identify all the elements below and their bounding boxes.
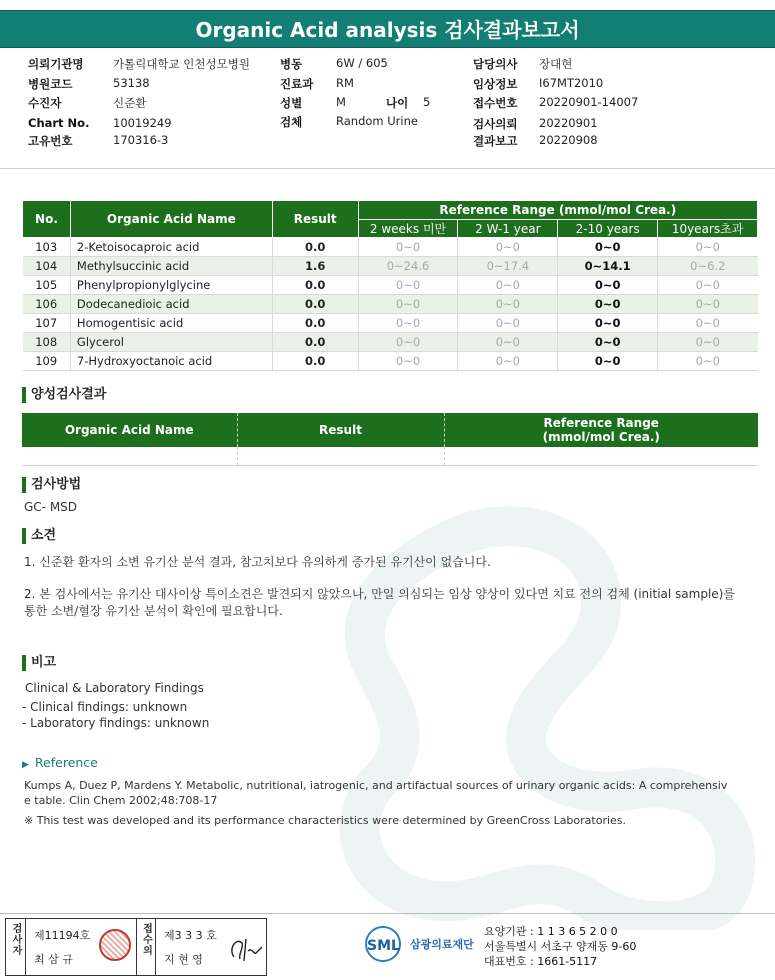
table-row: [23, 257, 758, 276]
info-label: 병동: [280, 57, 303, 71]
cell-name: Methylsuccinic acid: [70, 257, 272, 276]
cell-name: 2-Ketoisocaproic acid: [70, 238, 272, 257]
header-divider: [0, 168, 775, 169]
address-line: 서울특별시 서초구 양재동 9-60: [484, 940, 637, 953]
cell-ref: 0~14.1: [558, 257, 658, 276]
col-header-no: No.: [23, 201, 71, 238]
info-value: RM: [336, 76, 354, 90]
info-label: 임상정보: [473, 77, 518, 91]
cell-ref: 0~0: [358, 314, 458, 333]
col-header-ref-age: 2-10 years: [558, 220, 658, 238]
cell-name: 7-Hydroxyoctanoic acid: [70, 352, 272, 371]
col-header-ref-age: 10years초과: [658, 220, 758, 238]
report-title: Organic Acid analysis 검사결과보고서: [0, 10, 775, 48]
info-label: 성별: [280, 96, 303, 110]
empty-cell: [444, 447, 758, 465]
cell-result: 0.0: [272, 352, 358, 371]
cell-result: 0.0: [272, 314, 358, 333]
info-label: 담당의사: [473, 57, 518, 71]
cell-ref: 0~0: [458, 238, 558, 257]
info-value: 10019249: [113, 116, 172, 130]
remarks-title: 비고: [22, 655, 56, 671]
remarks-line-2: - Clinical findings: unknown: [22, 700, 188, 714]
table-row: [22, 447, 758, 465]
method-title: 검사방법: [22, 477, 81, 493]
opinion-title: 소견: [22, 528, 56, 544]
address-line: 요양기관 : 1 1 3 6 5 2 0 0: [484, 925, 618, 938]
table-row: [23, 276, 758, 295]
info-value: 20220901-14007: [539, 95, 639, 109]
info-label: 결과보고: [473, 134, 518, 148]
cell-ref: 0~0: [458, 295, 558, 314]
method-value: GC- MSD: [24, 500, 78, 514]
cell-ref: 0~0: [658, 238, 758, 257]
cell-result: 0.0: [272, 295, 358, 314]
info-label: 접수번호: [473, 96, 518, 110]
cell-ref: 0~0: [358, 276, 458, 295]
info-label: 검체: [280, 115, 303, 129]
cell-ref: 0~0: [458, 276, 558, 295]
info-value: 20220908: [539, 133, 598, 147]
info-value: M: [336, 95, 346, 109]
opinion-line-2a: 2. 본 검사에서는 유기산 대사이상 특이소견은 발견되지 않았으나, 만일 의심되는 임상 양상이 있다면 치료 전의 검체 (initial sample)를: [24, 587, 735, 601]
opinion-line-2b: 통한 소변/혈장 유기산 분석이 확인에 필요합니다.: [24, 604, 283, 618]
approver-name: 지 현 영: [164, 953, 203, 966]
patient-info: [0, 56, 775, 156]
remarks-line-1: Clinical & Laboratory Findings: [25, 681, 204, 695]
cell-result: 0.0: [272, 333, 358, 352]
cell-ref: 0~0: [558, 314, 658, 333]
approver-label-text: 접수의: [140, 923, 152, 956]
logo-text: 삼광의료재단: [410, 938, 474, 951]
info-label: 병원코드: [28, 77, 73, 91]
cell-result: 0.0: [272, 238, 358, 257]
examiner-label-text: 검사자: [10, 923, 21, 956]
info-label: 검사의뢰: [473, 117, 518, 131]
table-row: [23, 352, 758, 371]
cell-name: Homogentisic acid: [70, 314, 272, 333]
cell-ref: 0~0: [658, 295, 758, 314]
pos-col-ref-line2: (mmol/mol Crea.): [542, 430, 660, 444]
age-label: 나이: [386, 96, 409, 110]
cell-ref: 0~0: [458, 314, 558, 333]
reference-title-text: Reference: [34, 755, 98, 770]
cell-no: 104: [23, 257, 71, 276]
logo-letters: SML: [367, 938, 400, 954]
info-value: Random Urine: [336, 114, 418, 128]
cell-name: Glycerol: [70, 333, 272, 352]
signature-box: [5, 918, 267, 976]
info-value: 53138: [113, 76, 150, 90]
opinion-line-1: 1. 신준환 환자의 소변 유기산 분석 결과, 참고치보다 유의하게 증가된 유기산이 없습니다.: [24, 555, 491, 569]
cell-ref: 0~0: [358, 333, 458, 352]
table-row: [23, 295, 758, 314]
col-header-ref-age: 2 weeks 미만: [358, 220, 458, 238]
pos-col-ref-line1: Reference Range: [543, 416, 659, 430]
info-value: I67MT2010: [539, 76, 604, 90]
table-row: [23, 333, 758, 352]
reference-line-2: e table. Clin Chem 2002;48:708-17: [24, 794, 218, 807]
cell-ref: 0~0: [558, 295, 658, 314]
cell-ref: 0~0: [558, 276, 658, 295]
approver-label: [136, 919, 156, 975]
cell-ref: 0~0: [558, 352, 658, 371]
col-header-name: Organic Acid Name: [70, 201, 272, 238]
col-header-ref: Reference Range (mmol/mol Crea.): [358, 201, 757, 220]
info-value: 170316-3: [113, 133, 169, 147]
cell-name: Phenylpropionylglycine: [70, 276, 272, 295]
empty-cell: [237, 447, 444, 465]
cell-no: 105: [23, 276, 71, 295]
info-value: 6W / 605: [336, 56, 388, 70]
signature-icon: [226, 929, 266, 967]
examiner-license: 제11194호: [34, 929, 91, 942]
info-value: 20220901: [539, 116, 598, 130]
positive-results-table: [22, 413, 758, 466]
col-header-result: Result: [272, 201, 358, 238]
results-table: [22, 200, 758, 371]
address-line: 대표번호 : 1661-5117: [484, 955, 598, 968]
table-row: [23, 314, 758, 333]
cell-ref: 0~6.2: [658, 257, 758, 276]
info-value: 장대현: [539, 57, 573, 71]
col-header-ref-age: 2 W-1 year: [458, 220, 558, 238]
cell-ref: 0~0: [458, 333, 558, 352]
pos-col-ref: [444, 413, 758, 447]
cell-result: 0.0: [272, 276, 358, 295]
info-label: Chart No.: [28, 116, 90, 130]
age-value: 5: [423, 95, 431, 109]
cell-ref: 0~0: [558, 238, 658, 257]
examiner-name: 최 삼 규: [34, 953, 73, 966]
examiner-label: [6, 919, 26, 975]
approver-license: 제3 3 3 호: [164, 929, 217, 942]
cell-ref: 0~0: [358, 238, 458, 257]
cell-ref: 0~0: [358, 352, 458, 371]
cell-ref: 0~0: [658, 276, 758, 295]
cell-no: 109: [23, 352, 71, 371]
footer: [0, 913, 775, 980]
pos-col-name: Organic Acid Name: [22, 413, 237, 447]
cell-ref: 0~0: [558, 333, 658, 352]
info-label: 진료과: [280, 77, 314, 91]
reference-title: [22, 755, 98, 770]
remarks-line-3: - Laboratory findings: unknown: [22, 716, 210, 730]
reference-note: ※ This test was developed and its performance characteristics were determined by GreenCross Laboratories.: [24, 814, 627, 827]
positive-results-title: 양성검사결과: [22, 387, 106, 403]
pos-col-result: Result: [237, 413, 444, 447]
cell-ref: 0~24.6: [358, 257, 458, 276]
cell-ref: 0~17.4: [458, 257, 558, 276]
info-label: 의뢰기관명: [28, 57, 84, 71]
lab-address: [484, 924, 636, 969]
cell-ref: 0~0: [658, 333, 758, 352]
cell-ref: 0~0: [458, 352, 558, 371]
info-label: 수진자: [28, 96, 62, 110]
cell-ref: 0~0: [658, 352, 758, 371]
cell-name: Dodecanedioic acid: [70, 295, 272, 314]
info-label: 고유번호: [28, 134, 73, 148]
cell-no: 106: [23, 295, 71, 314]
cell-ref: 0~0: [358, 295, 458, 314]
reference-line-1: Kumps A, Duez P, Mardens Y. Metabolic, nutritional, iatrogenic, and artifactual sources of urinary organic acids: A comprehensiv: [24, 779, 728, 792]
table-row: [23, 238, 758, 257]
cell-no: 103: [23, 238, 71, 257]
cell-no: 107: [23, 314, 71, 333]
cell-result: 1.6: [272, 257, 358, 276]
cell-ref: 0~0: [658, 314, 758, 333]
cell-no: 108: [23, 333, 71, 352]
info-value: 신준환: [113, 96, 147, 110]
empty-cell: [22, 447, 237, 465]
info-value: 가톨릭대학교 인천성모병원: [113, 57, 250, 71]
triangle-icon: ▶: [22, 760, 29, 770]
seal-icon: [99, 929, 131, 961]
